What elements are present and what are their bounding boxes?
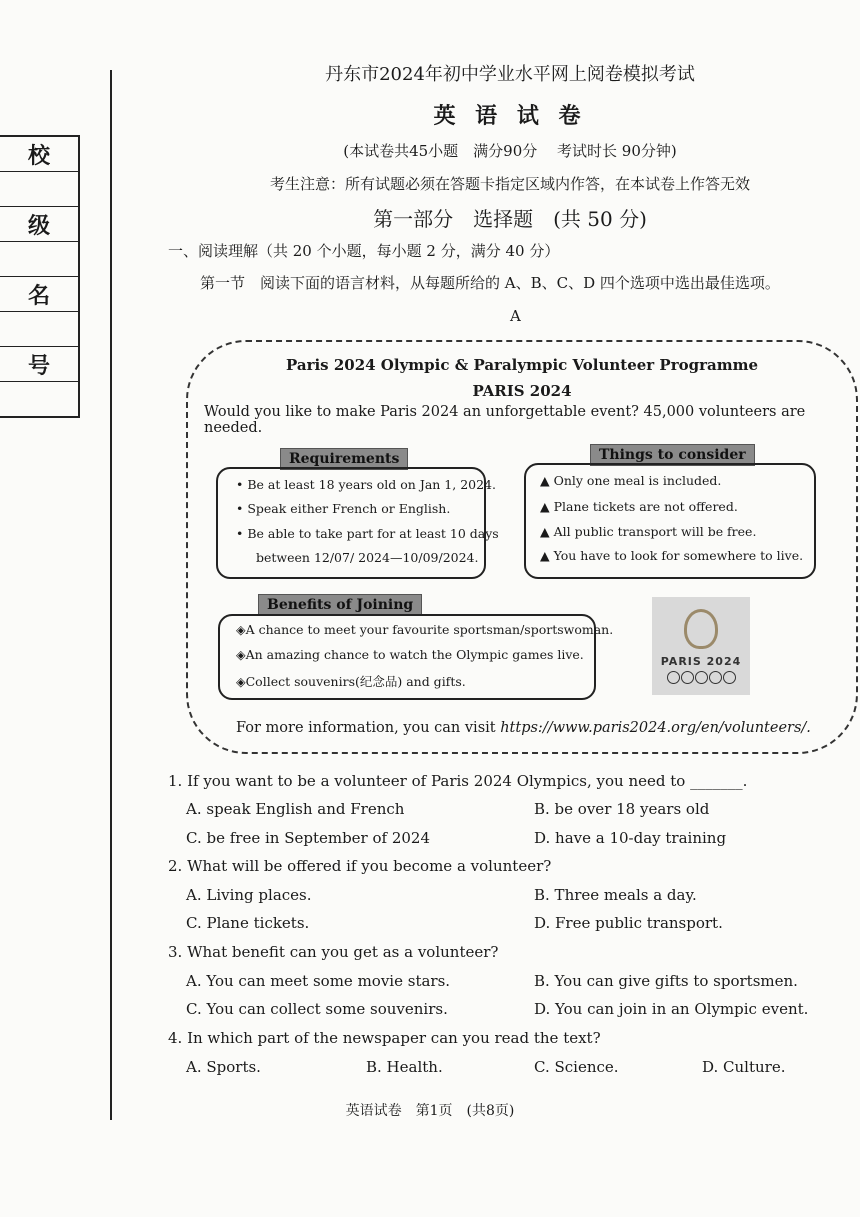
exam-title: 丹东市2024年初中学业水平网上阅卷模拟考试 bbox=[325, 64, 695, 85]
label-name: 名 bbox=[0, 277, 78, 312]
passage-letter: A bbox=[510, 307, 521, 325]
question-option: C. Plane tickets. bbox=[186, 914, 310, 932]
subject-title: 英 语 试 卷 bbox=[433, 103, 587, 129]
requirement-item: • Be able to take part for at least 10 days bbox=[236, 526, 499, 541]
olympic-rings-icon bbox=[667, 671, 736, 684]
passage-box bbox=[186, 340, 858, 754]
question-option: A. Sports. bbox=[186, 1058, 261, 1076]
footer-prefix: For more information, you can visit bbox=[236, 720, 501, 736]
question-option: A. Living places. bbox=[186, 886, 312, 904]
requirement-item: • Speak either French or English. bbox=[236, 501, 451, 516]
question-stem: 2. What will be offered if you become a volunteer? bbox=[168, 857, 552, 875]
label-class: 级 bbox=[0, 207, 78, 242]
question-option: A. You can meet some movie stars. bbox=[186, 972, 451, 990]
label-school: 校 bbox=[0, 137, 78, 172]
benefit-item: ◈An amazing chance to watch the Olympic games live. bbox=[236, 647, 584, 662]
student-info-table bbox=[0, 135, 80, 418]
question-stem: 1. If you want to be a volunteer of Paris 2024 Olympics, you need to _______. bbox=[168, 772, 748, 790]
question-option: D. You can join in an Olympic event. bbox=[534, 1000, 809, 1018]
benefit-item: ◈Collect souvenirs(纪念品) and gifts. bbox=[236, 674, 466, 689]
question-option: D. Culture. bbox=[702, 1058, 786, 1076]
logo-text: PARIS 2024 bbox=[660, 654, 742, 668]
things-item: ▲ You have to look for somewhere to live. bbox=[540, 548, 804, 563]
passage-footer bbox=[236, 720, 811, 736]
things-item: ▲ Only one meal is included. bbox=[540, 473, 722, 488]
label-number: 号 bbox=[0, 347, 78, 382]
page-footer: 英语试卷 第1页 (共8页) bbox=[345, 1103, 515, 1119]
question-option: C. You can collect some souvenirs. bbox=[186, 1000, 448, 1018]
things-item: ▲ All public transport will be free. bbox=[540, 524, 757, 539]
part-title: 第一部分 选择题 (共 50 分) bbox=[373, 207, 647, 231]
things-label: Things to consider bbox=[590, 444, 755, 466]
things-box bbox=[524, 463, 816, 579]
requirements-label: Requirements bbox=[280, 448, 408, 470]
question-option: B. Health. bbox=[366, 1058, 443, 1076]
flame-icon bbox=[684, 609, 718, 649]
exam-info: (本试卷共45小题 满分90分 考试时长 90分钟) bbox=[343, 142, 677, 160]
binding-line bbox=[110, 70, 112, 1120]
question-option: D. have a 10-day training bbox=[534, 829, 727, 847]
section-heading: 一、阅读理解（共 20 个小题，每小题 2 分，满分 40 分） bbox=[168, 242, 560, 260]
question-option: B. You can give gifts to sportsmen. bbox=[534, 972, 798, 990]
section-instruction: 第一节 阅读下面的语言材料，从每题所给的 A、B、C、D 四个选项中选出最佳选项。 bbox=[200, 274, 780, 292]
blank-class bbox=[0, 242, 78, 277]
question-option: D. Free public transport. bbox=[534, 914, 723, 932]
question-stem: 3. What benefit can you get as a volunteer? bbox=[168, 943, 499, 961]
question-option: C. be free in September of 2024 bbox=[186, 829, 431, 847]
benefit-item: ◈A chance to meet your favourite sportsman/sportswoman. bbox=[236, 622, 614, 637]
things-item: ▲ Plane tickets are not offered. bbox=[540, 499, 738, 514]
question-option: C. Science. bbox=[534, 1058, 619, 1076]
exam-notice: 考生注意：所有试题必须在答题卡指定区域内作答，在本试卷上作答无效 bbox=[269, 175, 750, 193]
paris-2024-logo bbox=[652, 597, 750, 695]
volunteer-url: https://www.paris2024.org/en/volunteers/. bbox=[500, 720, 811, 736]
question-option: B. Three meals a day. bbox=[534, 886, 697, 904]
question-option: B. be over 18 years old bbox=[534, 800, 710, 818]
blank-name bbox=[0, 312, 78, 347]
passage-title: Paris 2024 Olympic & Paralympic Volunteer Programme bbox=[285, 356, 759, 374]
question-option: A. speak English and French bbox=[186, 800, 405, 818]
blank-school bbox=[0, 172, 78, 207]
benefits-label: Benefits of Joining bbox=[258, 594, 422, 616]
blank-number bbox=[0, 382, 78, 416]
passage-subtitle: PARIS 2024 bbox=[472, 382, 572, 400]
requirements-box bbox=[216, 467, 499, 579]
requirement-item: • Be at least 18 years old on Jan 1, 2024. bbox=[236, 477, 496, 492]
requirement-item: between 12/07/ 2024—10/09/2024. bbox=[256, 550, 479, 565]
benefits-box bbox=[218, 614, 614, 700]
question-stem: 4. In which part of the newspaper can you read the text? bbox=[168, 1029, 601, 1047]
passage-intro: Would you like to make Paris 2024 an unforgettable event? 45,000 volunteers are needed. bbox=[204, 404, 806, 436]
